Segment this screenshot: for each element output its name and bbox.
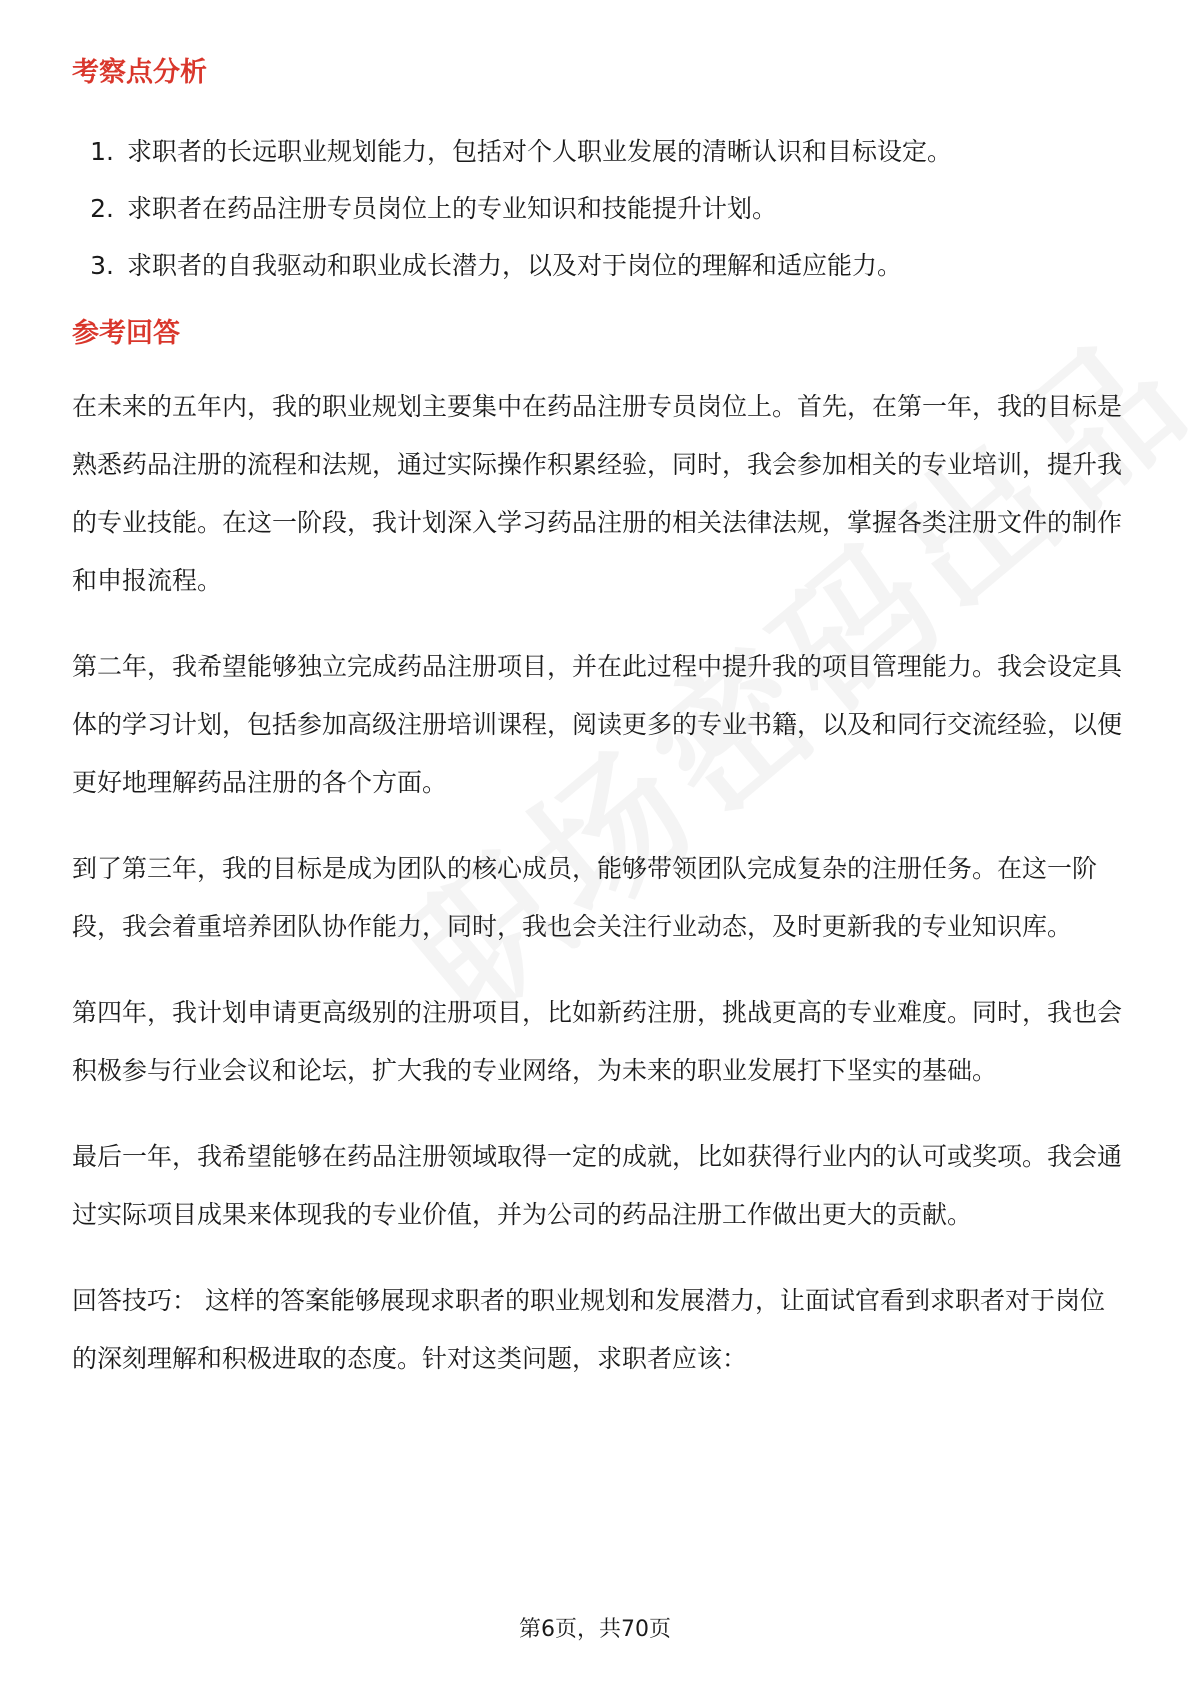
list-item-text: 求职者在药品注册专员岗位上的专业知识和技能提升计划。 (127, 194, 778, 223)
list-item-number: 3. (90, 251, 114, 280)
answer-paragraph-year-3: 到了第三年，我的目标是成为团队的核心成员，能够带领团队完成复杂的注册任务。在这一阶段，我会着重培养团队协作能力，同时，我也会关注行业动态，及时更新我的专业知识库。 (72, 854, 1098, 941)
answer-tips-paragraph: 回答技巧： 这样的答案能够展现求职者的职业规划和发展潜力，让面试官看到求职者对于岗位的深刻理解和积极进取的态度。针对这类问题，求职者应该： (72, 1286, 1105, 1373)
answer-paragraph-year-2: 第二年，我希望能够独立完成药品注册项目，并在此过程中提升我的项目管理能力。我会设定具体的学习计划，包括参加高级注册培训课程，阅读更多的专业书籍，以及和同行交流经验，以便更好地理解药品注册的各个方面。 (72, 652, 1123, 797)
answer-paragraph-year-4: 第四年，我计划申请更高级别的注册项目，比如新药注册，挑战更高的专业难度。同时，我也会积极参与行业会议和论坛，扩大我的专业网络，为未来的职业发展打下坚实的基础。 (72, 998, 1123, 1085)
list-item (72, 180, 1122, 237)
page-number-footer: 第6页，共70页 (519, 1617, 671, 1642)
list-item-number: 2. (90, 194, 114, 223)
answer-paragraph-year-5: 最后一年，我希望能够在药品注册领域取得一定的成就，比如获得行业内的认可或奖项。我会通过实际项目成果来体现我的专业价值，并为公司的药品注册工作做出更大的贡献。 (72, 1142, 1123, 1229)
list-item (72, 237, 1122, 294)
answer-heading: 参考回答 (72, 318, 180, 349)
answer-paragraph-year-1: 在未来的五年内，我的职业规划主要集中在药品注册专员岗位上。首先，在第一年，我的目标是熟悉药品注册的流程和法规，通过实际操作积累经验，同时，我会参加相关的专业培训，提升我的专业技能。在这一阶段，我计划深入学习药品注册的相关法律法规，掌握各类注册文件的制作和申报流程。 (72, 392, 1123, 595)
list-item (72, 123, 1122, 180)
answer-body (72, 378, 1122, 1388)
analysis-points-list (72, 123, 1122, 294)
list-item-text: 求职者的长远职业规划能力，包括对个人职业发展的清晰认识和目标设定。 (127, 137, 953, 166)
analysis-heading: 考察点分析 (72, 57, 207, 88)
list-item-number: 1. (90, 137, 114, 166)
page-content (72, 48, 1122, 1416)
list-item-text: 求职者的自我驱动和职业成长潜力，以及对于岗位的理解和适应能力。 (127, 251, 903, 280)
